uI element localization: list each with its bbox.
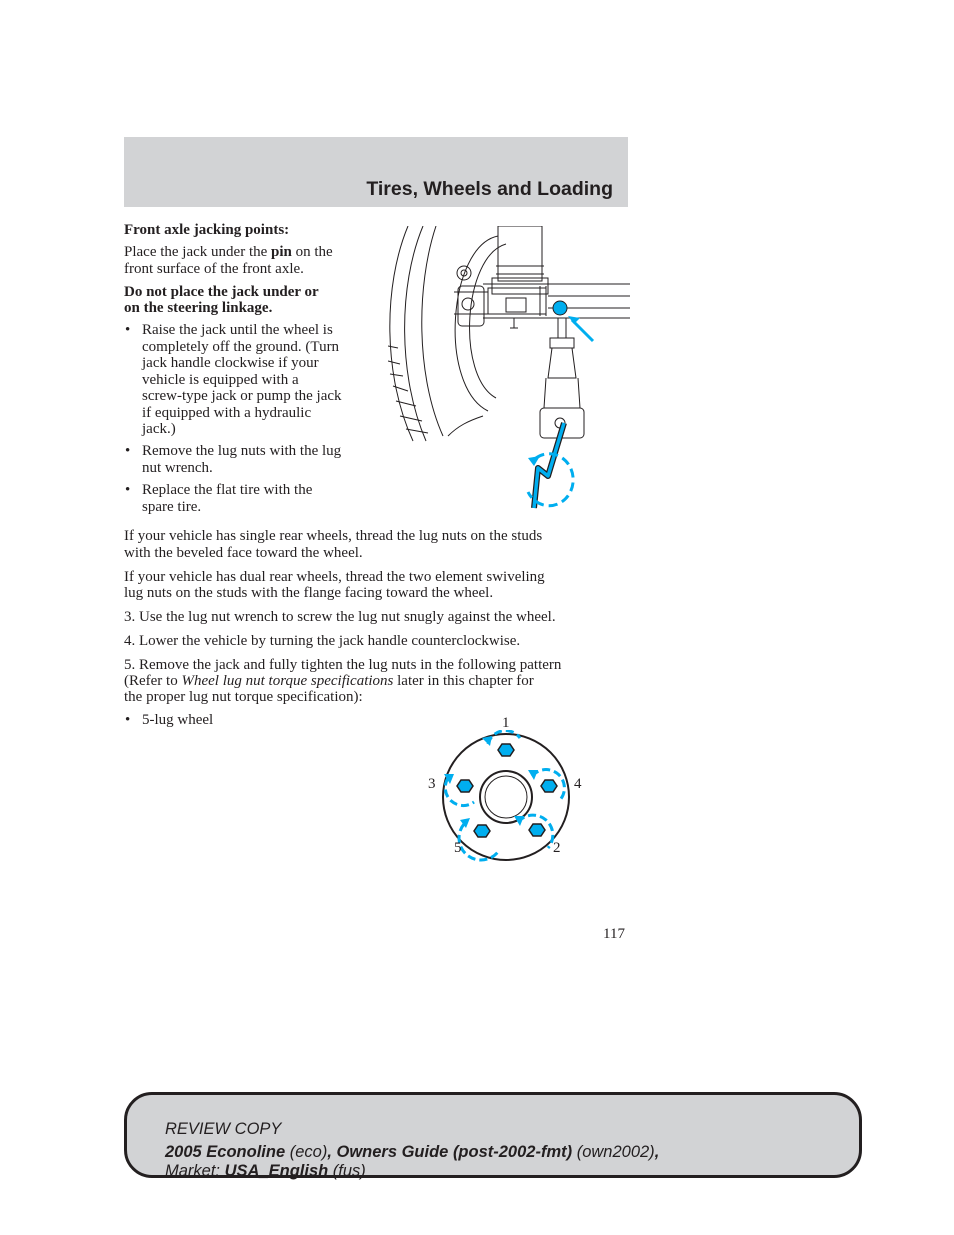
model-code: (eco) xyxy=(285,1143,328,1161)
step-4: 4. Lower the vehicle by turning the jack handle counterclockwise. xyxy=(124,633,521,649)
bullet-line: Replace the flat tire with the xyxy=(142,482,313,498)
bullet-line: jack handle clockwise if your xyxy=(142,355,319,371)
guide-code: (own2002) xyxy=(572,1143,655,1161)
warning-line-2: on the steering linkage. xyxy=(124,300,273,316)
warning-line-1: Do not place the jack under or xyxy=(124,284,319,300)
jack-placement-line-1: Place the jack under the pin on the xyxy=(124,244,333,260)
front-axle-jack-illustration xyxy=(388,226,630,516)
model-name: 2005 Econoline xyxy=(165,1143,286,1161)
lug-label-3: 3 xyxy=(428,776,436,792)
section-header-band xyxy=(124,137,628,207)
market-code: (fus) xyxy=(328,1162,366,1180)
section-title: Tires, Wheels and Loading xyxy=(366,178,613,200)
single-rear-line-1: If your vehicle has single rear wheels, thread the lug nuts on the studs xyxy=(124,528,543,544)
lug-nut-3 xyxy=(457,780,473,792)
bullet-dot: • xyxy=(125,322,131,338)
market-label: Market: xyxy=(165,1162,225,1180)
bullet-line: spare tire. xyxy=(142,498,202,515)
step-3: 3. Use the lug nut wrench to screw the lug nut snugly against the wheel. xyxy=(124,609,556,625)
lug-label-1: 1 xyxy=(502,715,510,731)
lug-label-2: 2 xyxy=(553,840,561,856)
bullet-dot: • xyxy=(125,443,131,459)
market-line xyxy=(165,1162,366,1181)
bullet-line: Remove the lug nuts with the lug xyxy=(142,443,342,459)
review-copy-label: REVIEW COPY xyxy=(165,1120,282,1138)
bullet-line: nut wrench. xyxy=(142,459,213,476)
bullet-line: screw-type jack or pump the jack xyxy=(142,388,342,404)
comma: , xyxy=(654,1143,660,1161)
bullet-line: vehicle is equipped with a xyxy=(142,371,299,388)
dual-rear-line-2: lug nuts on the studs with the flange facing toward the wheel. xyxy=(124,585,494,601)
guide-name: , Owners Guide (post-2002-fmt) xyxy=(327,1143,573,1161)
jack-placement-line-2: front surface of the front axle. xyxy=(124,261,304,277)
step-5-line-3: the proper lug nut torque specification): xyxy=(124,689,363,705)
jacking-points-heading: Front axle jacking points: xyxy=(124,222,290,238)
review-copy-footer xyxy=(124,1092,862,1178)
bullet-line: jack.) xyxy=(142,421,176,437)
bullet-dot: • xyxy=(125,482,131,498)
pin-keyword: pin xyxy=(271,244,292,260)
lug-nut-4 xyxy=(541,780,557,792)
guide-info-line xyxy=(165,1143,659,1162)
bullet-dot: • xyxy=(125,712,131,728)
dual-rear-line-1: If your vehicle has dual rear wheels, thread the two element swiveling xyxy=(124,569,545,585)
bullet-line: completely off the ground. (Turn xyxy=(142,338,340,355)
step-5-line-1: 5. Remove the jack and fully tighten the lug nuts in the following pattern xyxy=(124,657,562,673)
bullet-line: 5-lug wheel xyxy=(142,712,214,728)
step-5-line-2: (Refer to Wheel lug nut torque specifications later in this chapter for xyxy=(124,673,534,689)
lug-nut-5 xyxy=(474,825,490,837)
bullet-line: if equipped with a hydraulic xyxy=(142,404,312,421)
bullet-line: Raise the jack until the wheel is xyxy=(142,322,333,338)
torque-spec-reference: Wheel lug nut torque specifications xyxy=(181,673,394,689)
lug-nut-2 xyxy=(529,824,545,836)
single-rear-line-2: with the beveled face toward the wheel. xyxy=(124,545,363,561)
lug-label-4: 4 xyxy=(574,776,582,792)
lug-nut-1 xyxy=(498,744,514,756)
market-name: USA_English xyxy=(224,1162,329,1180)
page-number: 117 xyxy=(603,926,625,942)
lug-label-5: 5 xyxy=(454,840,462,856)
